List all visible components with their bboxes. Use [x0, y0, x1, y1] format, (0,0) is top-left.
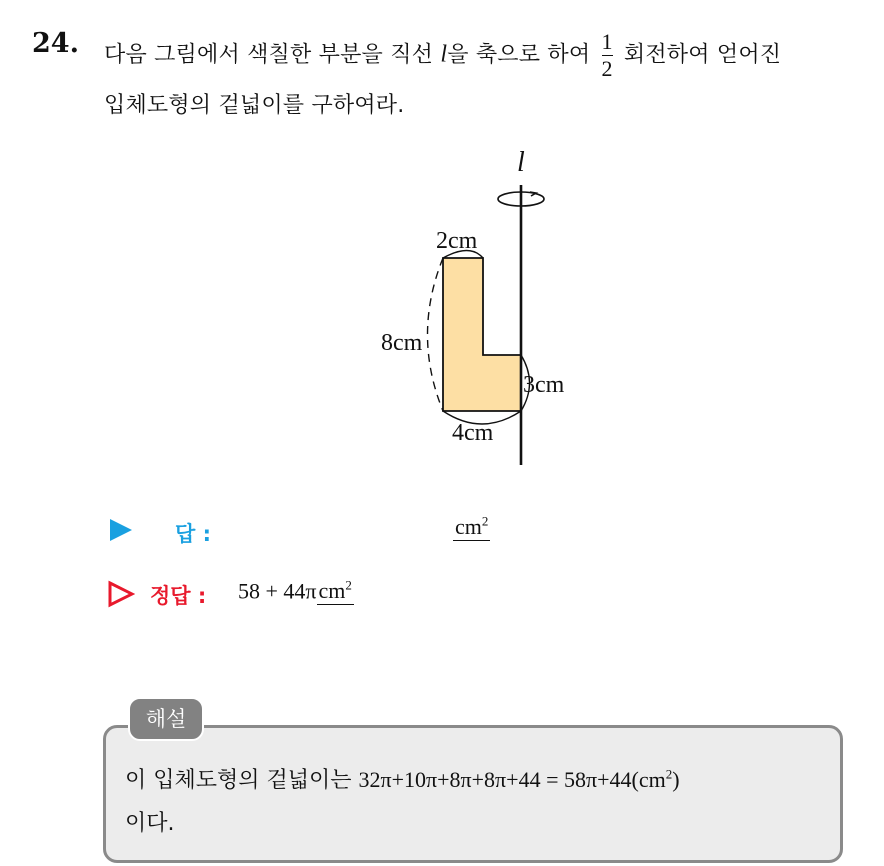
correct-arrow-icon: [107, 580, 135, 608]
correct-unit-exp: 2: [345, 578, 352, 593]
answer-unit: [453, 514, 490, 540]
answer-unit-text: cm: [455, 514, 482, 540]
solution-line-1: [125, 763, 680, 794]
rotation-figure: [360, 145, 600, 475]
fraction-numerator: 1: [601, 29, 613, 54]
solution-tag: 해설: [128, 697, 204, 741]
question-line-1: [104, 30, 781, 81]
solution-expr: 32π+10π+8π+8π+44 = 58π+44(cm: [358, 767, 666, 792]
answer-arrow-icon: [108, 517, 134, 543]
answer-unit-exp: 2: [481, 514, 489, 529]
solution-box: [103, 725, 843, 863]
question-number: 24.: [32, 28, 79, 59]
correct-label: 정답 :: [150, 584, 207, 608]
shaded-l-shape: [443, 258, 521, 411]
question-text-after: 회전하여 얻어진: [623, 42, 782, 68]
fraction-one-half: [602, 30, 613, 81]
axis-label: l: [517, 147, 525, 178]
label-top: 2cm: [436, 228, 478, 254]
question-text-before: 다음 그림에서 색칠한 부분을 직선: [104, 42, 434, 68]
label-right: 3cm: [523, 372, 565, 398]
correct-value: [238, 578, 354, 604]
question-line-2: 입체도형의 겉넓이를 구하여라.: [104, 93, 405, 118]
label-left: 8cm: [381, 330, 423, 356]
fraction-denominator: 2: [601, 56, 613, 81]
solution-close: ): [672, 767, 680, 792]
solution-text: 이 입체도형의 겉넓이는: [125, 768, 352, 793]
dim-arc-left: [428, 258, 444, 411]
solution-line-2: 이다.: [125, 811, 175, 836]
solution-exp: 2: [665, 766, 673, 782]
label-bottom: 4cm: [452, 420, 494, 446]
correct-unit-text: cm: [318, 578, 346, 604]
rotation-arrowhead-icon: [530, 192, 536, 196]
axis-symbol: l: [440, 41, 448, 68]
answer-label: 답 :: [175, 522, 211, 546]
correct-value-expr: 58 + 44π: [238, 578, 317, 604]
question-text-mid: 을 축으로 하여: [447, 42, 591, 68]
